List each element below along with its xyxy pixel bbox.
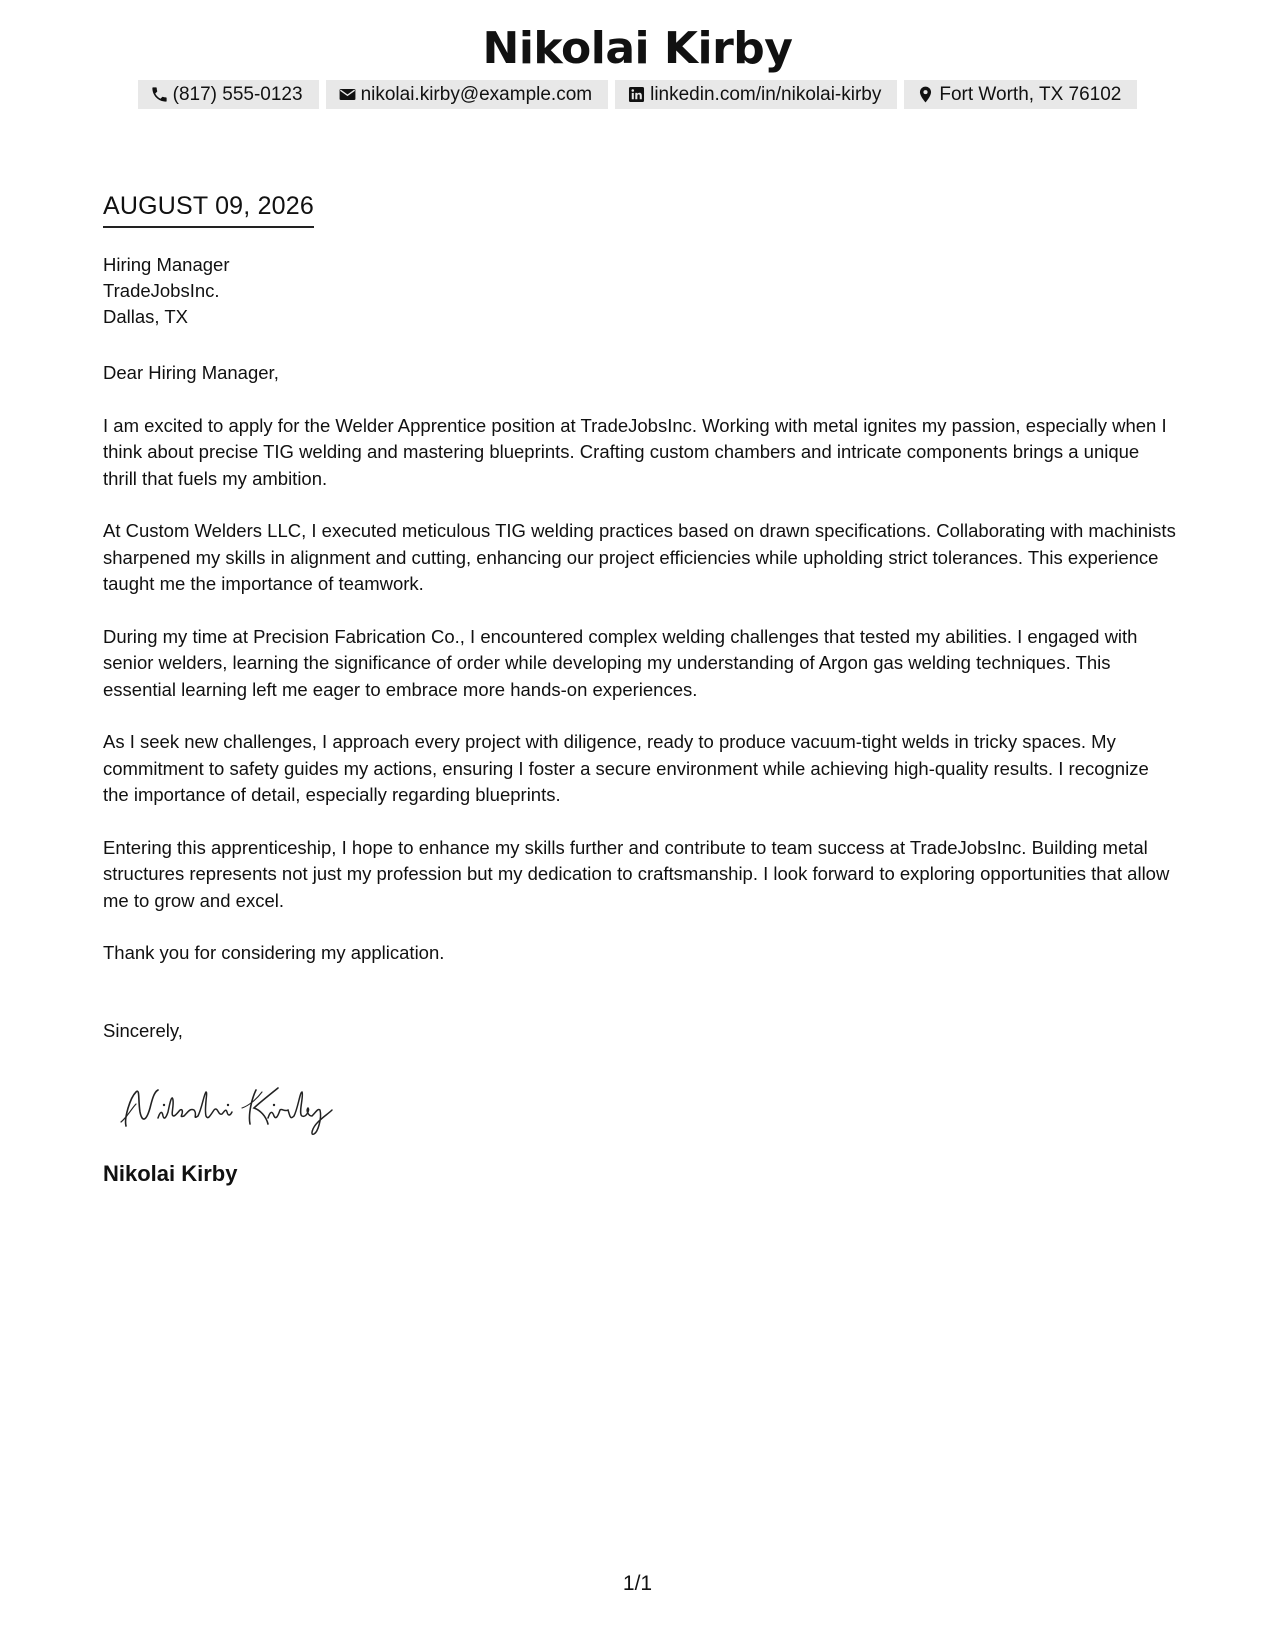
recipient-company: TradeJobsInc.	[103, 280, 220, 301]
envelope-icon	[338, 85, 357, 104]
phone-icon	[150, 85, 169, 104]
body-paragraph-4: As I seek new challenges, I approach every project with diligence, ready to produce vacuum-tight welds in tricky spaces. My commitment to safety guides my actions, ensuring I foster a secure environment while achieving high-quality results. I recognize the importance of detail, especially regarding blueprints.	[103, 731, 1149, 805]
email-text: nikolai.kirby@example.com	[360, 83, 593, 105]
body-paragraph-2: At Custom Welders LLC, I executed meticulous TIG welding practices based on drawn specifications. Collaborating with machinists sharpened my skills in alignment and cutting, enhancing our project efficiencies while upholding strict tolerances. This experience taught me the importance of teamwork.	[103, 520, 1176, 594]
signer-name: Nikolai Kirby	[103, 1161, 238, 1186]
recipient-block	[103, 252, 229, 330]
recipient-location: Dallas, TX	[103, 306, 188, 327]
applicant-name-heading: Nikolai Kirby	[482, 23, 793, 74]
handwritten-signature	[118, 1078, 348, 1138]
thank-you-line: Thank you for considering my application.	[103, 942, 445, 963]
letter-body	[103, 360, 1178, 993]
contact-linkedin[interactable]	[615, 80, 897, 109]
recipient-title: Hiring Manager	[103, 254, 230, 275]
contact-email[interactable]	[326, 80, 609, 109]
letter-date: AUGUST 09, 2026	[103, 190, 314, 228]
body-paragraph-1: I am excited to apply for the Welder Apprentice position at TradeJobsInc. Working with metal ignites my passion, especially when I think about precise TIG welding and mastering blueprints. Crafting custom chambers and intricate components brings a unique thrill that fuels my ambition.	[103, 414, 1167, 489]
contact-location[interactable]	[904, 80, 1137, 109]
contact-bar	[0, 80, 1275, 109]
location-text: Fort Worth, TX 76102	[939, 83, 1122, 105]
closing-line: Sincerely,	[103, 1020, 183, 1041]
linkedin-text: linkedin.com/in/nikolai-kirby	[650, 83, 882, 105]
phone-text: (817) 555-0123	[172, 83, 303, 105]
body-paragraph-3: During my time at Precision Fabrication Co., I encountered complex welding challenges that tested my abilities. I engaged with senior welders, learning the significance of order while developing my understanding of Argon gas welding techniques. This essential learning left me eager to embrace more hands-on experiences.	[103, 625, 1138, 700]
map-pin-icon	[916, 85, 935, 104]
body-paragraph-5: Entering this apprenticeship, I hope to enhance my skills further and contribute to team success at TradeJobsInc. Building metal structures represents not just my profession but my dedication to craftsmanship. I look forward to exploring opportunities that allow me to grow and excel.	[103, 836, 1170, 911]
page-number: 1/1	[622, 1572, 653, 1595]
salutation: Dear Hiring Manager,	[103, 362, 279, 383]
contact-phone[interactable]	[138, 80, 319, 109]
linkedin-icon	[627, 85, 646, 104]
